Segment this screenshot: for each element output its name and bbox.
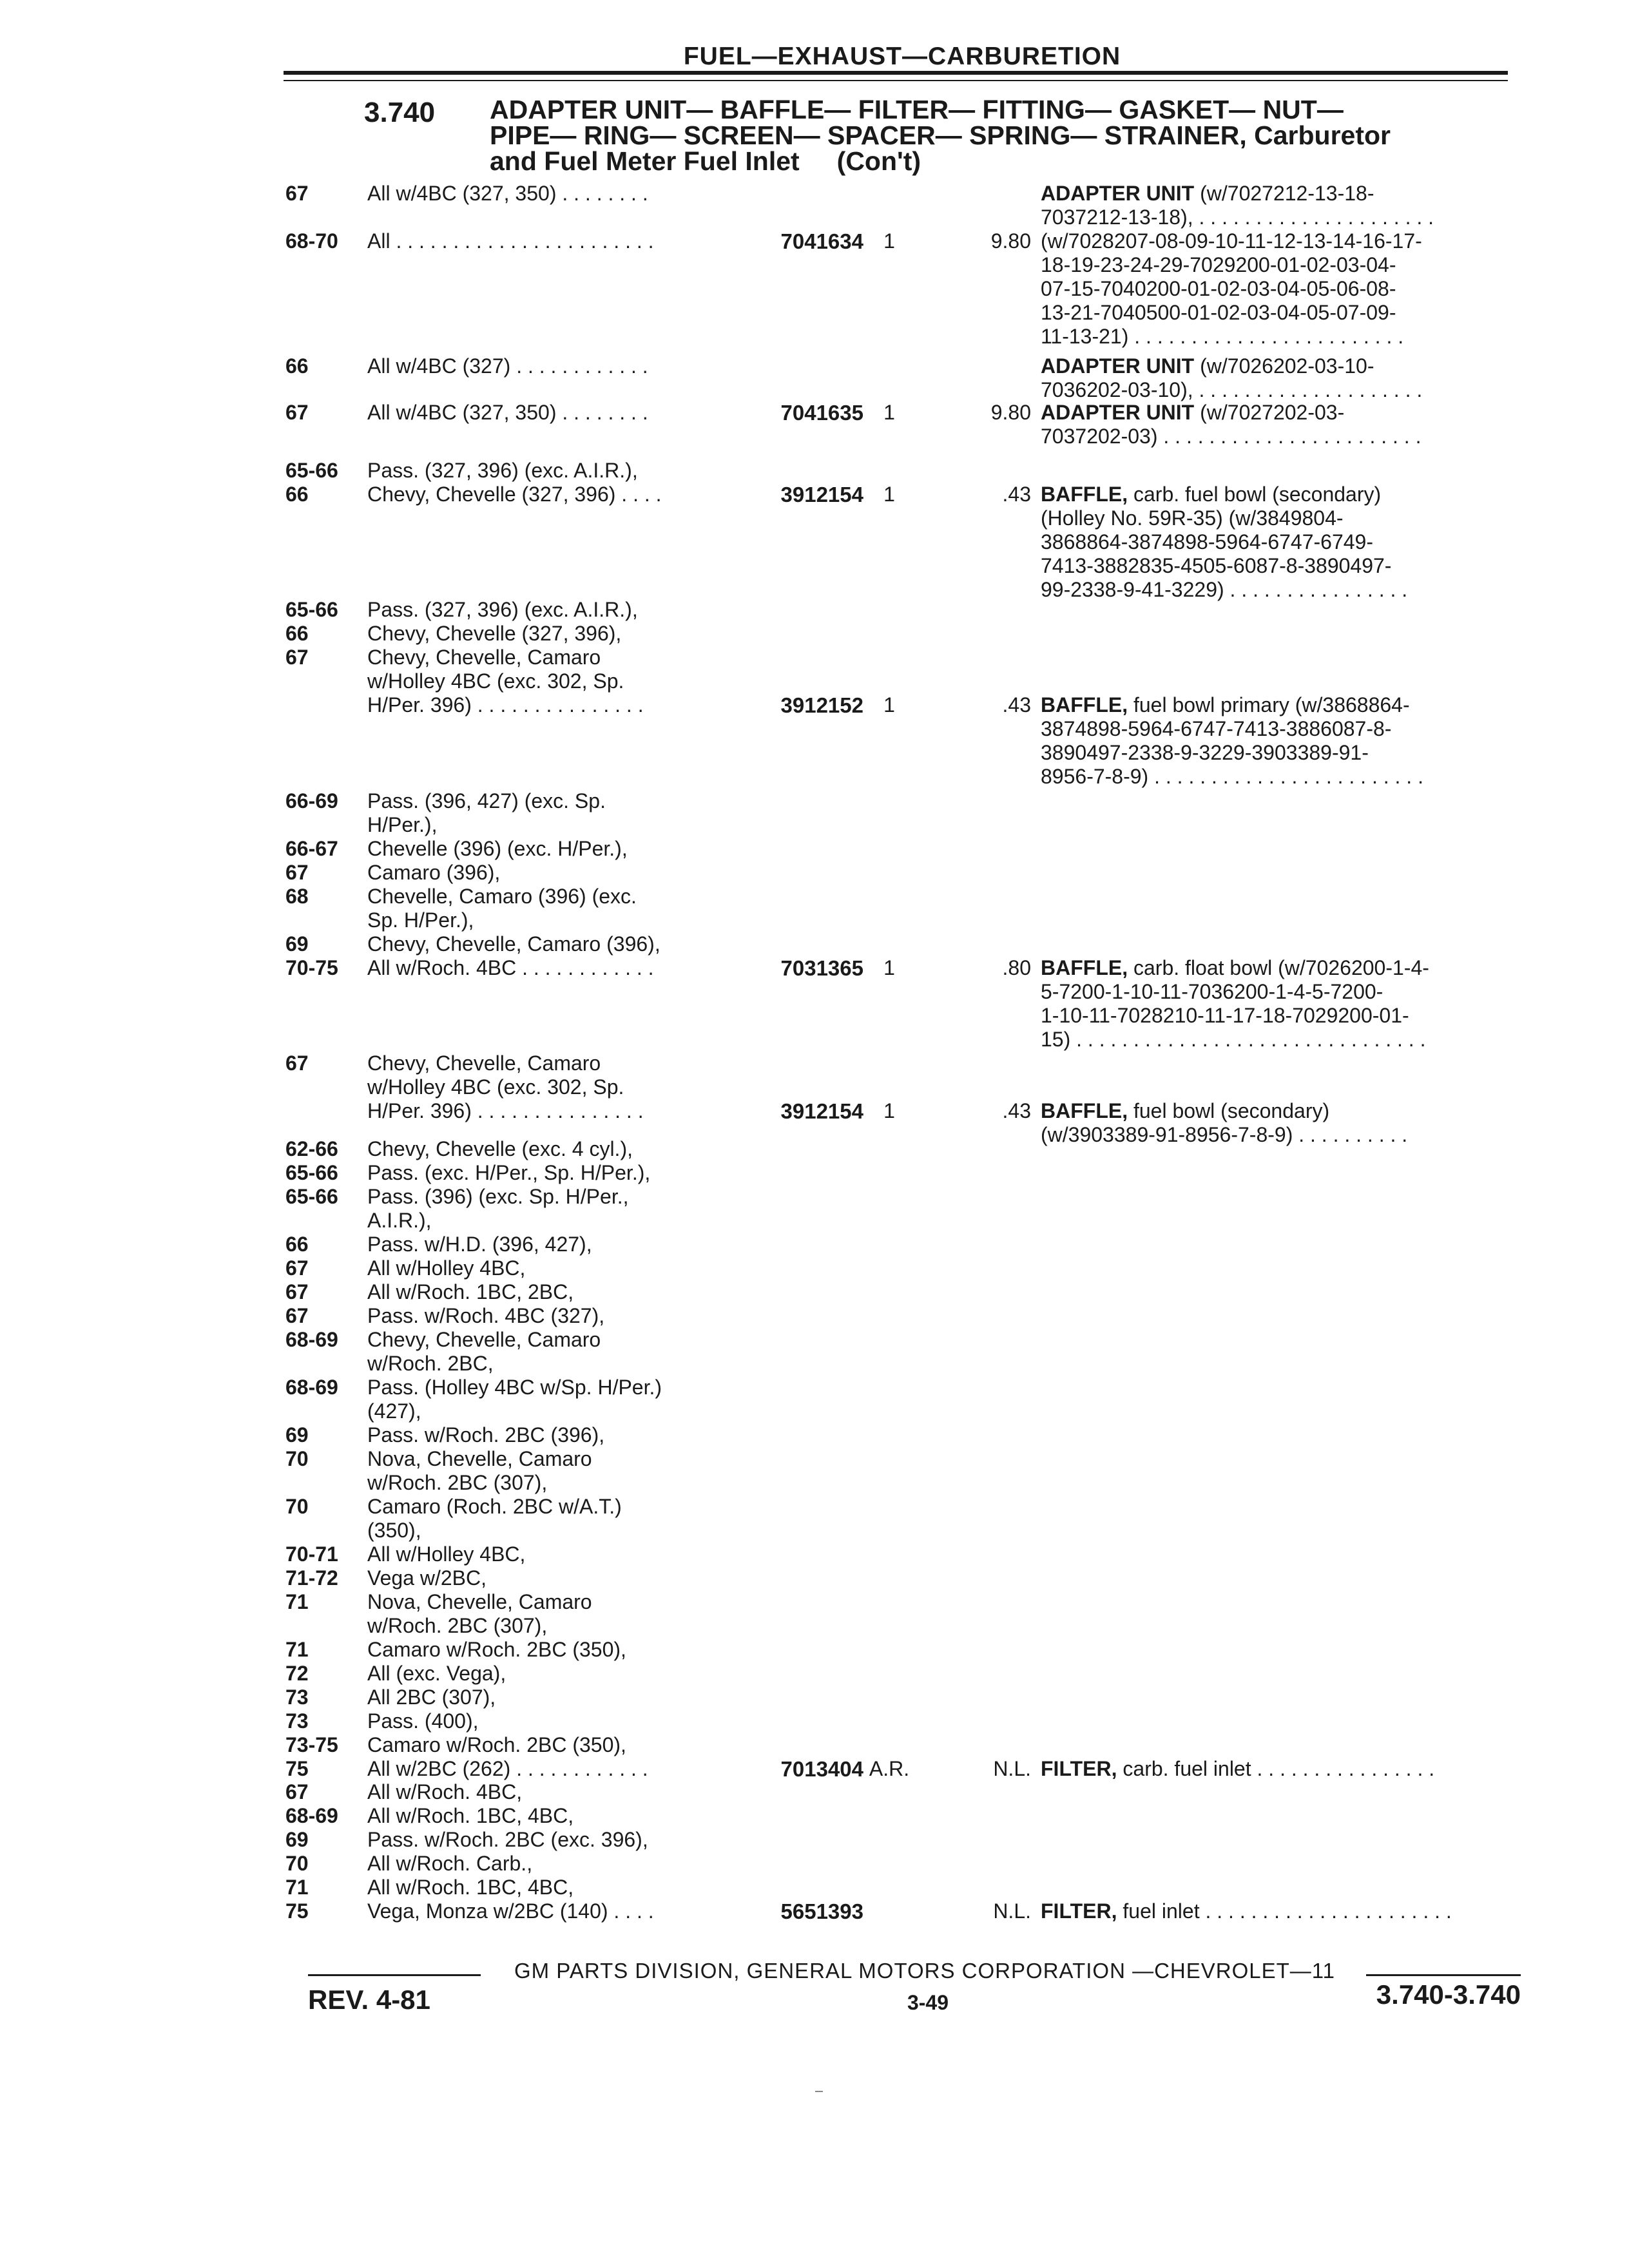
model-year: 71 <box>285 1876 309 1899</box>
part-name: FILTER, <box>1041 1899 1117 1923</box>
model-year: 66 <box>285 1233 309 1256</box>
model-year: 65-66 <box>285 598 338 621</box>
part-description-line <box>1041 765 1524 789</box>
quantity: 1 <box>883 956 895 979</box>
application-line: w/Holley 4BC (exc. 302, Sp. <box>367 669 624 693</box>
application-line: All w/Holley 4BC, <box>367 1256 526 1280</box>
model-year: 66 <box>285 483 309 506</box>
price: 9.80 <box>990 401 1031 424</box>
part-description-line <box>1041 717 1524 741</box>
application-line: Pass. w/Roch. 4BC (327), <box>367 1304 605 1327</box>
part-description-text: carb. fuel bowl (secondary) <box>1133 483 1382 506</box>
part-description-text: fuel bowl primary (w/3868864- <box>1133 693 1410 716</box>
part-description-line <box>1041 182 1524 206</box>
model-year: 62-66 <box>285 1137 338 1160</box>
revision-label: REV. 4-81 <box>308 1984 430 2015</box>
application-line: (350), <box>367 1519 421 1542</box>
application-line: Pass. (396, 427) (exc. Sp. <box>367 789 606 812</box>
section-title-line-3-text: and Fuel Meter Fuel Inlet <box>490 146 800 176</box>
application-line: Vega w/2BC, <box>367 1566 487 1590</box>
part-number: 5651393 <box>780 1899 863 1923</box>
model-year: 68-69 <box>285 1376 338 1399</box>
application-line: w/Roch. 2BC (307), <box>367 1471 548 1494</box>
application-line: All 2BC (307), <box>367 1686 496 1709</box>
part-description-text: 07-15-7040200-01-02-03-04-05-06-08- <box>1041 277 1396 300</box>
part-name: FILTER, <box>1041 1757 1117 1780</box>
model-year: 75 <box>285 1899 309 1923</box>
application-line: All w/2BC (262) . . . . . . . . . . . . <box>367 1757 648 1780</box>
part-description-text: 13-21-7040500-01-02-03-04-05-07-09- <box>1041 301 1396 324</box>
part-description-line <box>1041 1004 1524 1028</box>
application-line: Chevy, Chevelle (327, 396) . . . . <box>367 483 662 506</box>
application-line: Pass. w/Roch. 2BC (exc. 396), <box>367 1828 648 1851</box>
application-line: All w/Roch. 4BC . . . . . . . . . . . . <box>367 956 654 979</box>
part-description-text: 5-7200-1-10-11-7036200-1-4-5-7200- <box>1041 980 1383 1003</box>
model-year: 65-66 <box>285 459 338 482</box>
part-description-text: 7037212-13-18), . . . . . . . . . . . . . . . . . . . . . <box>1041 206 1434 229</box>
model-year: 73 <box>285 1686 309 1709</box>
part-description-line <box>1041 741 1524 765</box>
model-year: 67 <box>285 1052 309 1075</box>
model-year: 67 <box>285 861 309 884</box>
part-name: ADAPTER UNIT <box>1041 182 1195 205</box>
part-description-line <box>1041 956 1524 980</box>
model-year: 68 <box>285 885 309 908</box>
part-number: 7031365 <box>780 956 863 980</box>
part-description-text: carb. fuel inlet . . . . . . . . . . . . . . . . <box>1123 1757 1435 1780</box>
part-description-line <box>1041 1028 1524 1052</box>
part-number: 7041634 <box>780 229 863 253</box>
model-year: 65-66 <box>285 1161 338 1184</box>
part-number: 3912154 <box>780 483 863 506</box>
application-line: All . . . . . . . . . . . . . . . . . . . . . . . <box>367 229 654 253</box>
part-description-text: (w/3903389-91-8956-7-8-9) . . . . . . . . . . <box>1041 1123 1408 1146</box>
application-line: Chevelle (396) (exc. H/Per.), <box>367 837 628 860</box>
part-description-text: 99-2338-9-41-3229) . . . . . . . . . . . . . . . . <box>1041 578 1408 601</box>
part-number: 3912154 <box>780 1099 863 1123</box>
section-title-line-2: PIPE— RING— SCREEN— SPACER— SPRING— STRAINER, Carburetor <box>490 120 1391 150</box>
footer-rule-left <box>308 1974 481 1976</box>
application-line: Pass. w/Roch. 2BC (396), <box>367 1423 605 1446</box>
application-line: Chevy, Chevelle, Camaro <box>367 646 601 669</box>
part-description-text: fuel inlet . . . . . . . . . . . . . . . . . . . . . . <box>1123 1899 1452 1923</box>
model-year: 69 <box>285 1423 309 1446</box>
part-description-text: fuel bowl (secondary) <box>1133 1099 1330 1122</box>
application-line: Vega, Monza w/2BC (140) . . . . <box>367 1899 654 1923</box>
application-line: All w/Roch. 1BC, 4BC, <box>367 1804 574 1827</box>
model-year: 69 <box>285 932 309 956</box>
application-line: Chevy, Chevelle, Camaro <box>367 1328 601 1351</box>
model-year: 70 <box>285 1852 309 1875</box>
part-name: BAFFLE, <box>1041 693 1128 716</box>
application-line: Camaro w/Roch. 2BC (350), <box>367 1733 626 1756</box>
application-line: Chevelle, Camaro (396) (exc. <box>367 885 637 908</box>
header-rule <box>284 71 1508 75</box>
part-name: BAFFLE, <box>1041 483 1128 506</box>
model-year: 71 <box>285 1638 309 1661</box>
section-title <box>490 97 1482 174</box>
model-year: 70 <box>285 1447 309 1470</box>
application-line: Sp. H/Per.), <box>367 908 474 932</box>
model-year: 73-75 <box>285 1733 338 1756</box>
part-number: 7013404 <box>780 1757 863 1781</box>
price: .80 <box>1002 956 1031 979</box>
application-line: All w/4BC (327, 350) . . . . . . . . <box>367 401 648 424</box>
part-description-line <box>1041 277 1524 301</box>
application-line: Pass. (400), <box>367 1709 479 1733</box>
page-number: 3-49 <box>907 1991 949 2014</box>
part-description-line <box>1041 425 1524 448</box>
part-description-text: (w/7027202-03- <box>1200 401 1345 424</box>
model-year: 70-75 <box>285 956 338 979</box>
part-description-text: 18-19-23-24-29-7029200-01-02-03-04- <box>1041 253 1396 276</box>
price: 9.80 <box>990 229 1031 253</box>
model-year: 66-67 <box>285 837 338 860</box>
part-description-line <box>1041 1123 1524 1147</box>
application-line: All (exc. Vega), <box>367 1662 506 1685</box>
part-number: 7041635 <box>780 401 863 425</box>
quantity: 1 <box>883 483 895 506</box>
part-name: BAFFLE, <box>1041 956 1128 979</box>
application-line: All w/Holley 4BC, <box>367 1542 526 1566</box>
footer-rule-right <box>1366 1974 1521 1976</box>
application-line: (427), <box>367 1399 421 1423</box>
application-line: All w/4BC (327, 350) . . . . . . . . <box>367 182 648 205</box>
application-line: Pass. (327, 396) (exc. A.I.R.), <box>367 459 638 482</box>
application-line: Nova, Chevelle, Camaro <box>367 1447 592 1470</box>
section-continued: (Con't) <box>836 146 921 176</box>
page-header-title: FUEL—EXHAUST—CARBURETION <box>683 43 1121 70</box>
quantity: 1 <box>883 401 895 424</box>
model-year: 67 <box>285 1280 309 1303</box>
part-description-line <box>1041 1099 1524 1123</box>
price: N.L. <box>993 1757 1031 1780</box>
quantity: 1 <box>883 1099 895 1122</box>
application-line: Pass. (396) (exc. Sp. H/Per., <box>367 1185 629 1208</box>
model-year: 70 <box>285 1495 309 1518</box>
model-year: 72 <box>285 1662 309 1685</box>
application-line: w/Roch. 2BC (307), <box>367 1614 548 1637</box>
price: N.L. <box>993 1899 1031 1923</box>
part-description-text: 3868864-3874898-5964-6747-6749- <box>1041 530 1373 553</box>
part-description-line <box>1041 301 1524 325</box>
part-description-line <box>1041 693 1524 717</box>
model-year: 71-72 <box>285 1566 338 1590</box>
part-description-line <box>1041 401 1524 425</box>
part-name: BAFFLE, <box>1041 1099 1128 1122</box>
application-line: A.I.R.), <box>367 1209 432 1232</box>
model-year: 67 <box>285 1304 309 1327</box>
part-description-line <box>1041 206 1524 229</box>
model-year: 67 <box>285 1256 309 1280</box>
model-year: 68-69 <box>285 1804 338 1827</box>
part-description-line <box>1041 554 1524 578</box>
part-description-text: (w/7027212-13-18- <box>1200 182 1374 205</box>
application-line: Camaro w/Roch. 2BC (350), <box>367 1638 626 1661</box>
part-description-line <box>1041 253 1524 277</box>
model-year: 71 <box>285 1590 309 1613</box>
application-line: Pass. (Holley 4BC w/Sp. H/Per.) <box>367 1376 662 1399</box>
model-year: 68-69 <box>285 1328 338 1351</box>
part-description-text: 1-10-11-7028210-11-17-18-7029200-01- <box>1041 1004 1409 1027</box>
part-description-line <box>1041 980 1524 1004</box>
model-year: 67 <box>285 646 309 669</box>
section-number: 3.740 <box>364 97 436 128</box>
quantity: 1 <box>883 229 895 253</box>
part-description-line <box>1041 1899 1524 1923</box>
model-year: 69 <box>285 1828 309 1851</box>
part-description-text: (Holley No. 59R-35) (w/3849804- <box>1041 506 1344 530</box>
part-description-text: 11-13-21) . . . . . . . . . . . . . . . . . . . . . . . . <box>1041 325 1404 348</box>
model-year: 67 <box>285 182 309 205</box>
part-description-line <box>1041 530 1524 554</box>
model-year: 67 <box>285 401 309 424</box>
application-line: All w/Roch. 1BC, 2BC, <box>367 1280 574 1303</box>
section-title-line-3 <box>490 148 1482 174</box>
model-year: 66 <box>285 622 309 645</box>
quantity: 1 <box>883 693 895 716</box>
application-line: Pass. (exc. H/Per., Sp. H/Per.), <box>367 1161 651 1184</box>
model-year: 65-66 <box>285 1185 338 1208</box>
application-line: H/Per. 396) . . . . . . . . . . . . . . . <box>367 1099 644 1122</box>
section-title-line-1: ADAPTER UNIT— BAFFLE— FILTER— FITTING— GASKET— NUT— <box>490 95 1344 124</box>
footer-text: GM PARTS DIVISION, GENERAL MOTORS CORPORATION —CHEVROLET—11 <box>514 1959 1336 1983</box>
application-line: w/Roch. 2BC, <box>367 1352 494 1375</box>
price: .43 <box>1002 483 1031 506</box>
application-line: Chevy, Chevelle (exc. 4 cyl.), <box>367 1137 633 1160</box>
part-description-line <box>1041 506 1524 530</box>
application-line: Camaro (Roch. 2BC w/A.T.) <box>367 1495 622 1518</box>
model-year: 67 <box>285 1780 309 1803</box>
model-year: 66 <box>285 354 309 378</box>
section-range: 3.740-3.740 <box>1376 1979 1521 2010</box>
application-line: H/Per.), <box>367 813 438 836</box>
part-name: ADAPTER UNIT <box>1041 401 1195 424</box>
part-description-line <box>1041 229 1524 253</box>
application-line: w/Holley 4BC (exc. 302, Sp. <box>367 1075 624 1099</box>
model-year: 66-69 <box>285 789 338 812</box>
model-year: 75 <box>285 1757 309 1780</box>
price: .43 <box>1002 1099 1031 1122</box>
part-description-text: 15) . . . . . . . . . . . . . . . . . . . . . . . . . . . . . . . <box>1041 1028 1426 1051</box>
part-description-text: 7037202-03) . . . . . . . . . . . . . . . . . . . . . . . <box>1041 425 1422 448</box>
part-description-text: 8956-7-8-9) . . . . . . . . . . . . . . . . . . . . . . . . <box>1041 765 1423 788</box>
application-line: Chevy, Chevelle, Camaro (396), <box>367 932 660 956</box>
part-description-line <box>1041 1757 1524 1781</box>
application-line: H/Per. 396) . . . . . . . . . . . . . . . <box>367 693 644 716</box>
application-line: Nova, Chevelle, Camaro <box>367 1590 592 1613</box>
application-line: Pass. w/H.D. (396, 427), <box>367 1233 592 1256</box>
part-description-line <box>1041 578 1524 602</box>
part-description-text: carb. float bowl (w/7026200-1-4- <box>1133 956 1429 979</box>
part-description-line <box>1041 325 1524 349</box>
header-rule-thin <box>284 80 1508 81</box>
part-description-text: 7036202-03-10), . . . . . . . . . . . . . . . . . . . . <box>1041 378 1423 401</box>
scan-mark <box>815 2091 823 2092</box>
quantity: A.R. <box>869 1757 910 1780</box>
application-line: Camaro (396), <box>367 861 501 884</box>
part-description-text: 3874898-5964-6747-7413-3886087-8- <box>1041 717 1392 740</box>
application-line: All w/Roch. 1BC, 4BC, <box>367 1876 574 1899</box>
application-line: All w/Roch. 4BC, <box>367 1780 523 1803</box>
part-description-text: (w/7026202-03-10- <box>1200 354 1374 378</box>
part-number: 3912152 <box>780 693 863 717</box>
application-line: Chevy, Chevelle (327, 396), <box>367 622 622 645</box>
part-description-text: 7413-3882835-4505-6087-8-3890497- <box>1041 554 1392 577</box>
price: .43 <box>1002 693 1031 716</box>
part-description-line <box>1041 354 1524 378</box>
model-year: 73 <box>285 1709 309 1733</box>
application-line: All w/4BC (327) . . . . . . . . . . . . <box>367 354 648 378</box>
part-description-text: 3890497-2338-9-3229-3903389-91- <box>1041 741 1369 764</box>
part-description-text: (w/7028207-08-09-10-11-12-13-14-16-17- <box>1041 229 1422 253</box>
application-line: Pass. (327, 396) (exc. A.I.R.), <box>367 598 638 621</box>
part-description-line <box>1041 483 1524 506</box>
application-line: All w/Roch. Carb., <box>367 1852 533 1875</box>
model-year: 68-70 <box>285 229 338 253</box>
part-name: ADAPTER UNIT <box>1041 354 1195 378</box>
part-description-line <box>1041 378 1524 402</box>
application-line: Chevy, Chevelle, Camaro <box>367 1052 601 1075</box>
model-year: 70-71 <box>285 1542 338 1566</box>
